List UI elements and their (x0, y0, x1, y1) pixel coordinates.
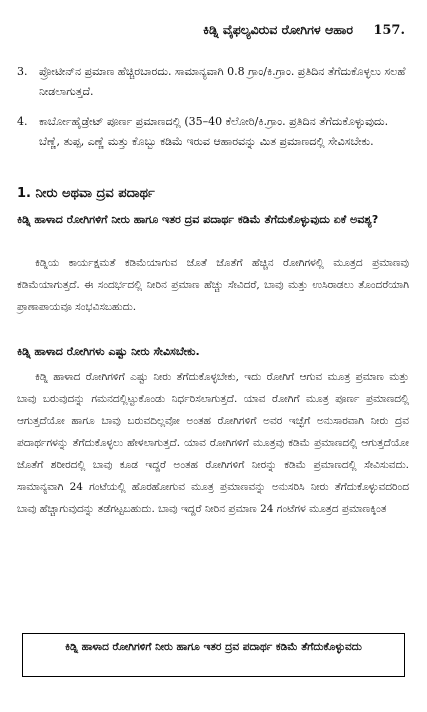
list-item-number: 4. (17, 115, 28, 128)
section-heading: 1. ನೀರು ಅಥವಾ ದ್ರವ ಪದಾರ್ಥ (17, 186, 155, 201)
answer-paragraph: ಕಿಡ್ನಿಯ ಕಾರ್ಯಕ್ಷಮತೆ ಕಡಿಮೆಯಾಗುವ ಜೊತೆ ಜೊತೆಗೆ ಹೆಚ್ಚಿನ ರೋಗಿಗಳಲ್ಲಿ ಮೂತ್ರದ ಪ್ರಮಾಣವು ಕಡಿಮೆಯಾಗುತ್ತದೆ. ಈ ಸಂದರ್ಭದಲ್ಲಿ ನೀರಿನ ಪ್ರಮಾಣ ಹೆಚ್ಚು ಸೇವಿದರೆ, ಬಾವು ಮತ್ತು ಉಸಿರಾಡಲು ತೊಂದರೆಯಾಗಿ ಪ್ರಾಣಾಪಾಯವೂ ಸಂಭವಿಸಬಹುದು. (17, 257, 409, 313)
list-item (17, 62, 409, 102)
page-number: 157. (373, 23, 405, 38)
numbered-list (17, 62, 409, 162)
list-item (17, 112, 409, 152)
question-heading: ಕಿಡ್ನಿ ಹಾಳಾದ ರೋಗಿಗಳಿಗೆ ನೀರು ಹಾಗೂ ಇತರ ದ್ರವ ಪದಾರ್ಥ ಕಡಿಮೆ ತೆಗೆದುಕೊಳ್ಳುವುದು ಏಕೆ ಅವಶ್ಯ? (17, 213, 379, 226)
question-heading: ಕಿಡ್ನಿ ಹಾಳಾದ ರೋಗಿಗಳು ಎಷ್ಟು ನೀರು ಸೇವಿಸಬೇಕು. (17, 345, 200, 358)
list-item-text: ಪ್ರೋಟೀನ್‌ನ ಪ್ರಮಾಣ ಹೆಚ್ಚಿರಬಾರದು. ಸಾಮಾನ್ಯವಾಗಿ 0.8 ಗ್ರಾಂ/ಕಿ.ಗ್ರಾಂ. ಪ್ರತಿದಿನ ತೆಗೆದುಕೊಳ್ಳಲು ಸಲಹೆ ನೀಡಲಾಗುತ್ತದೆ. (39, 65, 406, 98)
running-header (203, 22, 405, 38)
boxed-note: ಕಿಡ್ನಿ ಹಾಳಾದ ರೋಗಿಗಳಿಗೆ ನೀರು ಹಾಗೂ ಇತರ ದ್ರವ ಪದಾರ್ಥ ಕಡಿಮೆ ತೆಗೆದುಕೊಳ್ಳುವದು (22, 633, 405, 677)
chapter-title: ಕಿಡ್ನಿ ವೈಫಲ್ಯವಿರುವ ರೋಗಿಗಳ ಆಹಾರ (203, 22, 353, 37)
answer-paragraph: ಕಿಡ್ನಿ ಹಾಳಾದ ರೋಗಿಗಳಿಗೆ ಎಷ್ಟು ನೀರು ತೆಗೆದುಕೊಳ್ಳಬೇಕು, ಇದು ರೋಗಿಗೆ ಆಗುವ ಮೂತ್ರ ಪ್ರಮಾಣ ಮತ್ತು ಬಾವು ಬರುವುದನ್ನು ಗಮನದಲ್ಲಿಟ್ಟುಕೊಂಡು ನಿರ್ಧರಿಸಲಾಗುತ್ತದೆ. ಯಾವ ರೋಗಿಗೆ ಮೂತ್ರ ಪೂರ್ಣ ಪ್ರಮಾಣದಲ್ಲಿ ಆಗುತ್ತದೆಯೋ ಹಾಗೂ ಬಾವು ಬರುವದಿಲ್ಲವೋ ಅಂತಹ ರೋಗಿಗಳಿಗೆ ಅವರ ಇಚ್ಛೆಗೆ ಅನುಸಾರವಾಗಿ ನೀರು ದ್ರವ ಪದಾರ್ಥಗಳನ್ನು ತೆಗೆದುಕೊಳ್ಳಲು ಹೇಳಲಾಗುತ್ತದೆ. ಯಾವ ರೋಗಿಗಳಿಗೆ ಮೂತ್ರವು ಕಡಿಮೆ ಪ್ರಮಾಣದಲ್ಲಿ ಆಗುತ್ತದೆಯೋ ಜೊತೆಗೆ ಶರೀರದಲ್ಲಿ ಬಾವು ಕೂಡ ಇದ್ದರೆ ಅಂತಹ ರೋಗಿಗಳಿಗೆ ನೀರನ್ನು ಕಡಿಮೆ ಪ್ರಮಾಣದಲ್ಲಿ ಸೇವಿಸುವದು. ಸಾಮಾನ್ಯವಾಗಿ 24 ಗಂಟೆಯಲ್ಲಿ ಹೊರಹೋಗುವ ಮೂತ್ರ ಪ್ರಮಾಣವನ್ನು ಅನುಸರಿಸಿ ನೀರು ತೆಗೆದುಕೊಳ್ಳುವದರಿಂದ ಬಾವು ಹೆಚ್ಚಾಗುವುದನ್ನು ತಡೆಗಟ್ಟಬಹುದು. ಬಾವು ಇದ್ದರೆ ನೀರಿನ ಪ್ರಮಾಣ 24 ಗಂಟೆಗಳ ಮೂತ್ರದ ಪ್ರಮಾಣಕ್ಕಿಂತ (17, 371, 409, 515)
list-item-number: 3. (17, 65, 28, 78)
list-item-text: ಕಾರ್ಬೋಹೈಡ್ರೇಟ್ ಪೂರ್ಣ ಪ್ರಮಾಣದಲ್ಲಿ (35–40 ಕೆಲೋರಿ/ಕಿ.ಗ್ರಾಂ. ಪ್ರತಿದಿನ ತೆಗೆದುಕೊಳ್ಳುವುದು. ಬೆಣ್ಣೆ, ತುಪ್ಪ, ಎಣ್ಣೆ ಮತ್ತು ಕೊಬ್ಬು ಕಡಿಮೆ ಇರುವ ಆಹಾರವನ್ನು ಮಿತ ಪ್ರಮಾಣದಲ್ಲಿ ಸೇವಿಸಬೇಕು. (39, 115, 389, 148)
